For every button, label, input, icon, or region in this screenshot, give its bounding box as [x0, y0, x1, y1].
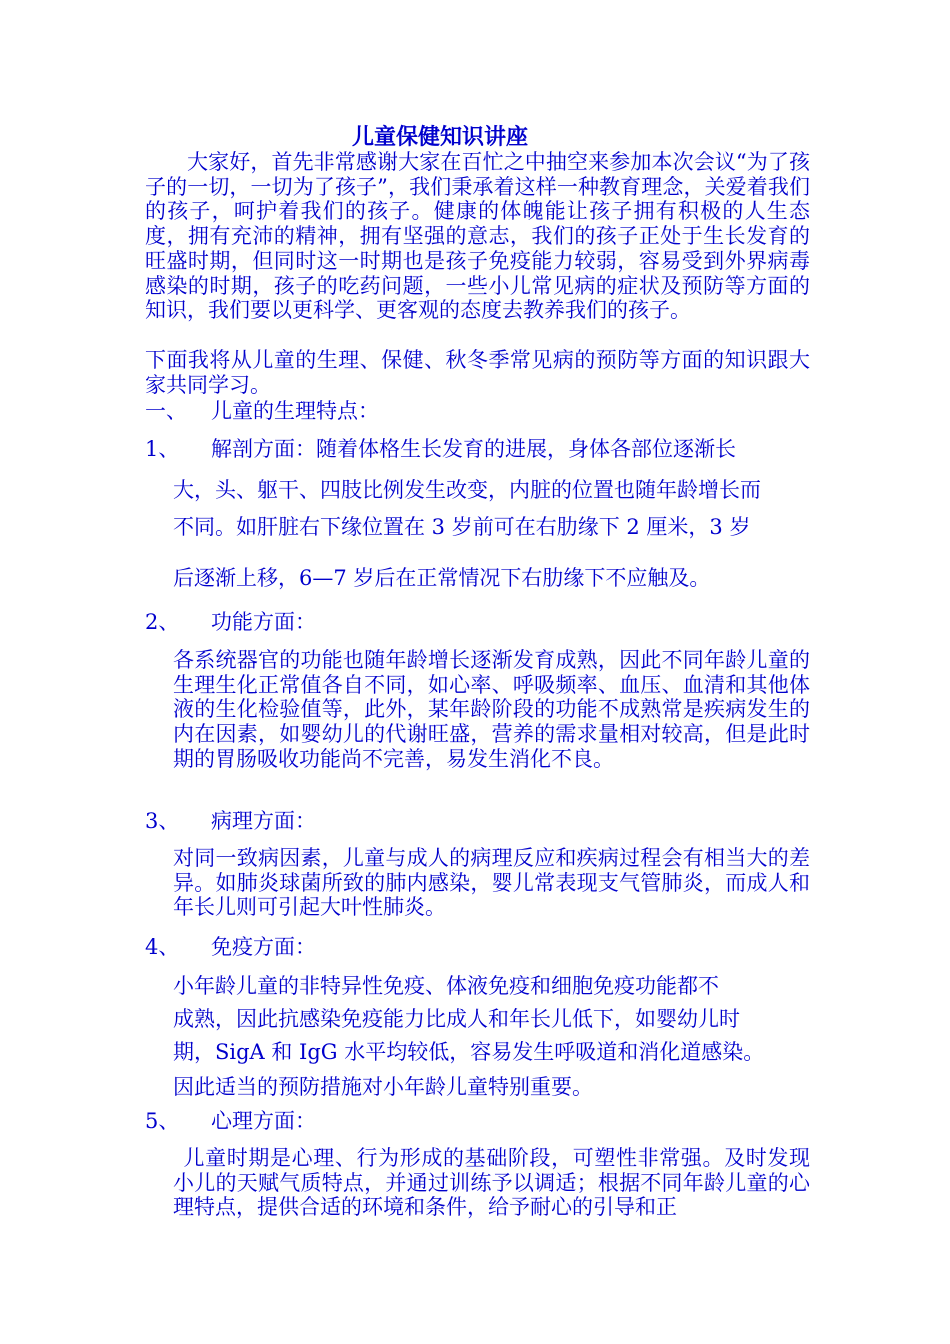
- item-heading-3: [145, 808, 316, 834]
- item-number: 1、: [145, 437, 180, 461]
- item-2-paragraph: 各系统器官的功能也随年龄增长逐渐发育成熟，因此不同年龄儿童的生理生化正常值各自不同，如心率、呼吸频率、血压、血清和其他体液的生化检验值等，此外，某年龄阶段的功能不成熟常是疾病发生的内在因素，如婴幼儿的代谢旺盛，营养的需求量相对较高，但是此时期的胃肠吸收功能尚不完善，易发生消化不良。: [173, 648, 810, 771]
- section-label: 儿童的生理特点：: [211, 399, 379, 423]
- item-4-line-4: 因此适当的预防措施对小年龄儿童特别重要。: [173, 1075, 593, 1099]
- overview-paragraph: 下面我将从儿童的生理、保健、秋冬季常见病的预防等方面的知识跟大家共同学习。: [145, 348, 810, 397]
- item-1-line-1: 大，头、躯干、四肢比例发生改变，内脏的位置也随年龄增长而: [173, 478, 761, 502]
- item-number: 4、: [145, 935, 180, 959]
- item-label: 免疫方面：: [211, 935, 316, 959]
- item-3-paragraph: 对同一致病因素，儿童与成人的病理反应和疾病过程会有相当大的差异。如肺炎球菌所致的肺内感染，婴儿常表现支气管肺炎，而成人和年长儿则可引起大叶性肺炎。: [173, 846, 810, 920]
- item-number: 3、: [145, 809, 180, 833]
- document-title: 儿童保健知识讲座: [351, 124, 528, 150]
- item-4-line-2: 成熟，因此抗感染免疫能力比成人和年长儿低下，如婴幼儿时: [173, 1007, 740, 1031]
- item-label: 心理方面：: [211, 1109, 316, 1133]
- item-heading-5: [145, 1108, 316, 1134]
- intro-paragraph: 大家好，首先非常感谢大家在百忙之中抽空来参加本次会议“为了孩子的一切，一切为了孩子”，我们秉承着这样一种教育理念，关爱着我们的孩子，呵护着我们的孩子。健康的体魄能让孩子拥有积极的人生态度，拥有充沛的精神，拥有坚强的意志，我们的孩子正处于生长发育的旺盛时期，但同时这一时期也是孩子免疫能力较弱，容易受到外界病毒感染的时期，孩子的吃药问题，一些小儿常见病的症状及预防等方面的知识，我们要以更科学、更客观的态度去教养我们的孩子。: [145, 150, 810, 323]
- item-5-paragraph: 儿童时期是心理、行为形成的基础阶段，可塑性非常强。及时发现小儿的天赋气质特点，并通过训练予以调适；根据不同年龄儿童的心理特点，提供合适的环境和条件，给予耐心的引导和正: [173, 1146, 810, 1220]
- item-label: 功能方面：: [211, 610, 316, 634]
- item-4-line-3: 期，SigA 和 IgG 水平均较低，容易发生呼吸道和消化道感染。: [173, 1040, 765, 1064]
- item-number: 5、: [145, 1109, 180, 1133]
- section-number: 一、: [145, 399, 187, 423]
- item-heading-1: [145, 436, 736, 462]
- item-label: 解剖方面：随着体格生长发育的进展，身体各部位逐渐长: [211, 437, 736, 461]
- item-number: 2、: [145, 610, 180, 634]
- item-1-line-2: 不同。如肝脏右下缘位置在 3 岁前可在右肋缘下 2 厘米，3 岁: [173, 515, 751, 539]
- item-4-line-1: 小年龄儿童的非特异性免疫、体液免疫和细胞免疫功能都不: [173, 974, 719, 998]
- item-heading-4: [145, 934, 316, 960]
- section-heading-1: [145, 398, 379, 424]
- item-1-line-3: 后逐渐上移，6—7 岁后在正常情况下右肋缘下不应触及。: [173, 566, 711, 590]
- item-heading-2: [145, 609, 316, 635]
- item-label: 病理方面：: [211, 809, 316, 833]
